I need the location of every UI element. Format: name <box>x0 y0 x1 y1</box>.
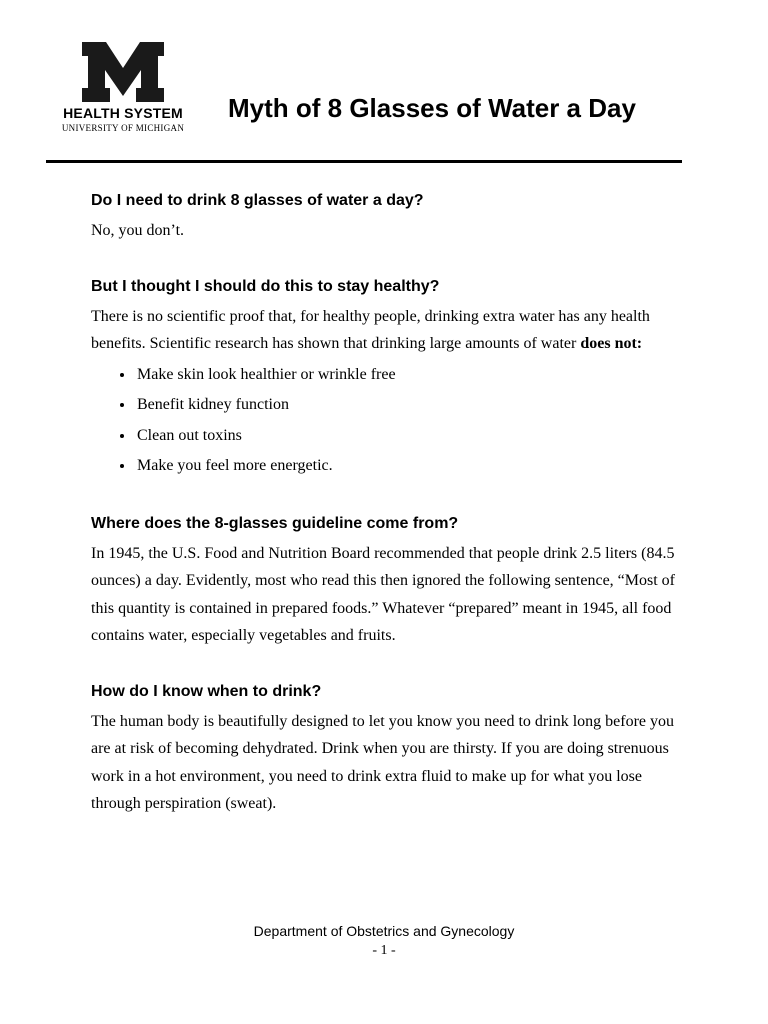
page-title: Myth of 8 Glasses of Water a Day <box>228 93 636 123</box>
bullet-item: • Make you feel more energetic. <box>135 451 691 482</box>
bullet-list <box>91 360 691 482</box>
document-body <box>91 189 691 818</box>
question-heading: But I thought I should do this to stay healthy? <box>91 277 440 295</box>
bullet-item: • Benefit kidney function <box>135 390 691 421</box>
answer-paragraph: The human body is beautifully designed to let you know you need to drink long before you are at risk of becoming dehydrated. Drink when you are thirsty. If you are doing strenuous work in a hot environment, you need to drink extra fluid to make up for what you lose through perspiration (sweat). <box>91 712 674 812</box>
bullet-item: • Clean out toxins <box>135 421 691 452</box>
block-m-logo-icon <box>82 42 164 102</box>
answer-paragraph: In 1945, the U.S. Food and Nutrition Board recommended that people drink 2.5 liters (84.5 ounces) a day. Evidently, most who read this then ignored the following sentence, “Most of this quantity is contained in prepared foods.” Whatever “prepared” meant in 1945, all food contains water, especially vegetables and fruits. <box>91 544 676 644</box>
question-heading: How do I know when to drink? <box>91 682 322 700</box>
question-heading: Do I need to drink 8 glasses of water a day? <box>91 192 424 209</box>
university-logo <box>60 42 186 138</box>
header-divider <box>46 160 682 163</box>
footer-department: Department of Obstetrics and Gynecology <box>253 923 515 939</box>
question-heading: Where does the 8-glasses guideline come from? <box>91 514 459 532</box>
answer-paragraph: No, you don’t. <box>91 222 185 239</box>
page-number: - 1 - <box>372 943 396 958</box>
answer-text: There is no scientific proof that, for healthy people, drinking extra water has any health benefits. Scientific research has shown that drinking large amounts of water <box>91 307 650 352</box>
emphasis-text: does not: <box>580 335 643 352</box>
logo-university-text: UNIVERSITY OF MICHIGAN <box>61 123 185 133</box>
answer-paragraph <box>91 303 691 358</box>
bullet-item: • Make skin look healthier or wrinkle free <box>135 360 691 391</box>
logo-health-system-text: HEALTH SYSTEM <box>63 105 183 121</box>
